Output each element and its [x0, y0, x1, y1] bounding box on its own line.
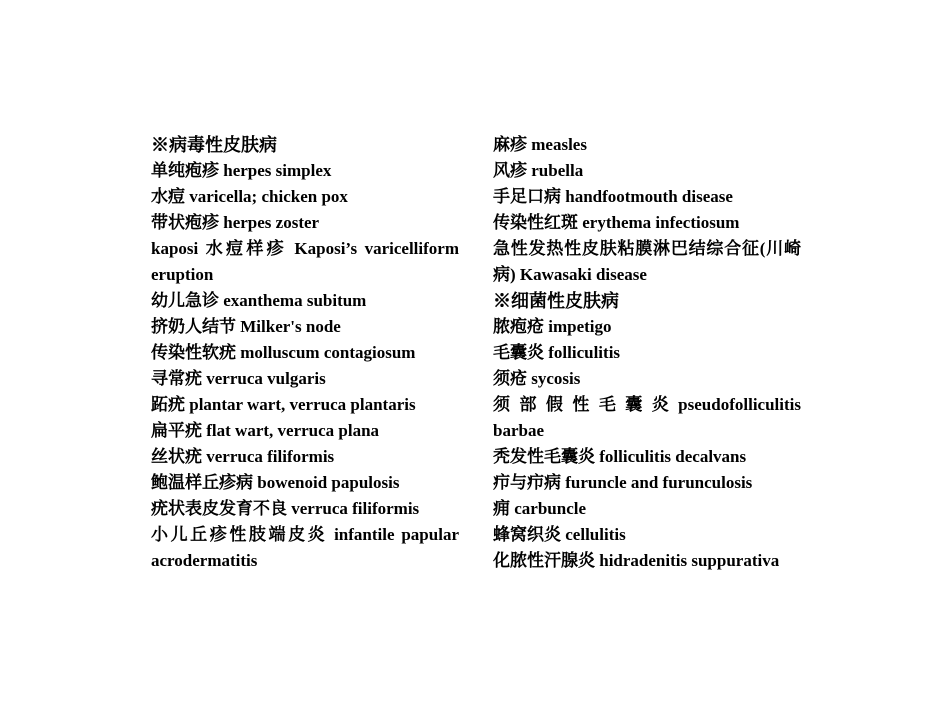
left-term-line: kaposi 水痘样疹 Kaposi’s varicelliform	[151, 239, 459, 258]
right-term-line: 麻疹 measles	[493, 135, 587, 154]
right-term-line: 痈 carbuncle	[493, 499, 587, 518]
left-term-line: acrodermatitis	[151, 551, 258, 570]
left-term-line: 扁平疣 flat wart, verruca plana	[151, 421, 380, 440]
right-term-line: 传染性红斑 erythema infectiosum	[493, 213, 740, 232]
right-term-line: 手足口病 handfootmouth disease	[493, 187, 733, 206]
left-term-line: 小儿丘疹性肢端皮炎 infantile papular	[151, 525, 459, 544]
left-term-line: 挤奶人结节 Milker's node	[151, 317, 341, 336]
right-term-line: 风疹 rubella	[493, 161, 584, 180]
right-term-line: 化脓性汗腺炎 hidradenitis suppurativa	[493, 551, 780, 570]
left-term-line: 传染性软疣 molluscum contagiosum	[151, 343, 416, 362]
right-term-line: 病) Kawasaki disease	[493, 265, 647, 284]
left-term-line: 单纯疱疹 herpes simplex	[151, 161, 332, 180]
left-column	[151, 132, 459, 574]
left-term-line: 丝状疣 verruca filiformis	[151, 447, 335, 466]
right-term-line: 脓疱疮 impetigo	[493, 317, 612, 336]
left-term-line: 水痘 varicella; chicken pox	[151, 187, 348, 206]
right-term-line: barbae	[493, 421, 544, 440]
left-section-heading: ※病毒性皮肤病	[151, 135, 277, 155]
left-term-line: 寻常疣 verruca vulgaris	[151, 369, 326, 388]
right-section-heading: ※细菌性皮肤病	[493, 291, 619, 311]
left-term-line: eruption	[151, 265, 214, 284]
right-term-line: 疖与疖病 furuncle and furunculosis	[493, 473, 753, 492]
right-term-line: 蜂窝织炎 cellulitis	[493, 525, 626, 544]
right-term-line: 急性发热性皮肤粘膜淋巴结综合征(川崎	[493, 239, 801, 258]
left-term-line: 带状疱疹 herpes zoster	[151, 213, 320, 232]
left-term-line: 疣状表皮发育不良 verruca filiformis	[151, 499, 420, 518]
right-term-line: 秃发性毛囊炎 folliculitis decalvans	[493, 447, 747, 466]
left-term-line: 跖疣 plantar wart, verruca plantaris	[151, 395, 416, 414]
right-term-line: 毛囊炎 folliculitis	[493, 343, 621, 362]
right-column	[493, 132, 801, 574]
left-term-line: 幼儿急诊 exanthema subitum	[151, 291, 367, 310]
left-term-line: 鲍温样丘疹病 bowenoid papulosis	[151, 473, 400, 492]
right-term-line: 须疮 sycosis	[493, 369, 581, 388]
right-term-line: 须 部 假 性 毛 囊 炎 pseudofolliculitis	[493, 395, 801, 414]
